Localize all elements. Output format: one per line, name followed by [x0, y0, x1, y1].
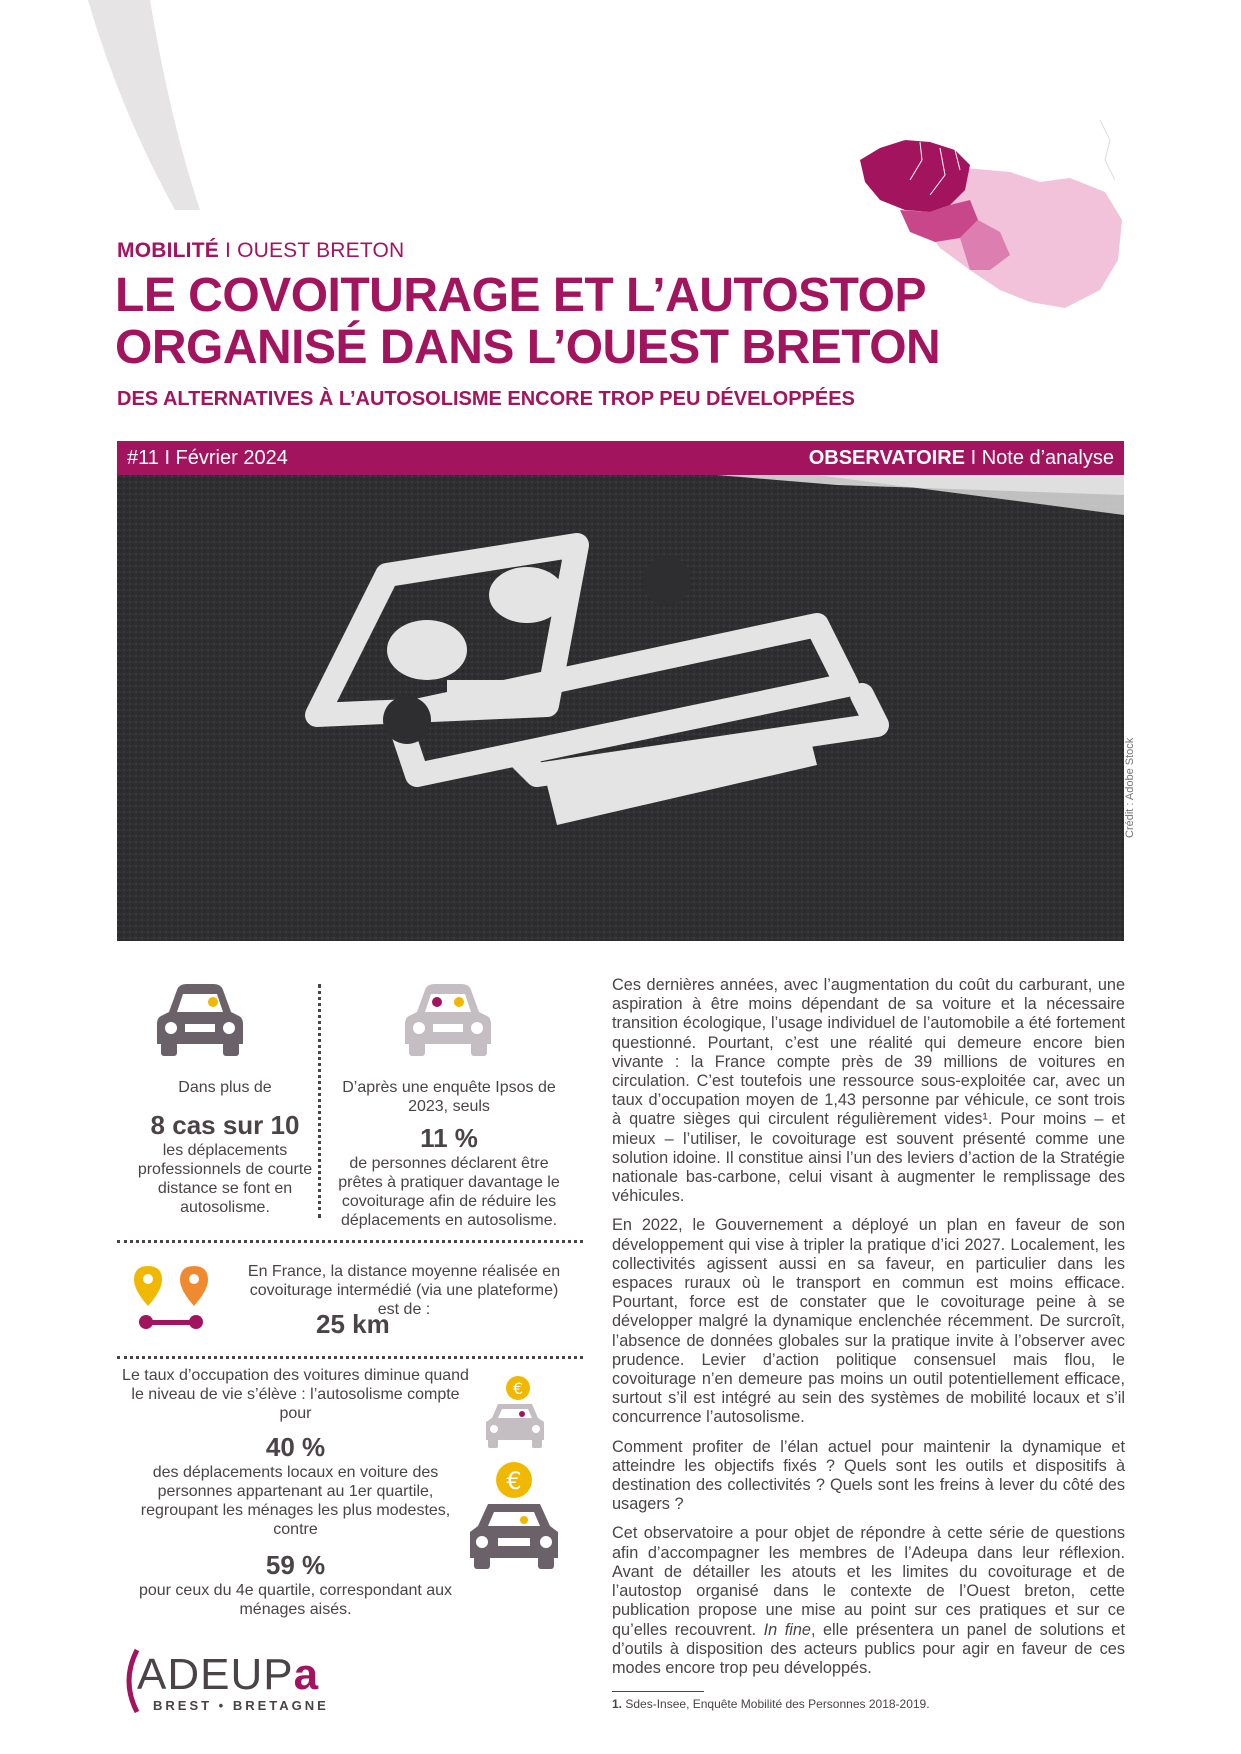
paragraph-4-end: , elle présentera un panel de solutions et d’outils à disposition des acteurs publics pour agir en faveur de ces modes encore trop peu développés.: [612, 1620, 1126, 1677]
logo-word: ADEUP: [137, 1650, 294, 1699]
kicker-region: OUEST BRETON: [237, 239, 405, 262]
stat-3-intro: En France, la distance moyenne réalisée en covoiturage intermédié (via une plateforme) est de :: [247, 1263, 561, 1318]
stat-occupancy-income: [117, 1366, 474, 1619]
logo-wordmark: [137, 1650, 319, 1700]
stat-3-value: 25 km: [316, 1309, 390, 1339]
publication-type-bold: OBSERVATOIRE: [808, 447, 966, 469]
article-body: [612, 976, 1125, 1688]
stat-distance: [245, 1262, 563, 1319]
logo-tagline: BREST • BRETAGNE: [153, 1698, 329, 1713]
footnote: [612, 1697, 930, 1711]
route-pin-icon: [132, 1264, 212, 1334]
svg-text:€: €: [506, 1467, 522, 1495]
footnote-number: 1.: [612, 1697, 623, 1711]
hero-photo-carpool-marking: [117, 475, 1124, 941]
section-kicker: [117, 239, 404, 263]
title-line-2: ORGANISÉ DANS L’OUEST BRETON: [115, 321, 941, 374]
stat-4-text-2: pour ceux du 4e quartile, correspondant aux ménages aisés.: [138, 1582, 453, 1618]
issue-band: [117, 441, 1124, 475]
paragraph-4: [612, 1524, 1125, 1678]
stat-4-value-2: 59 %: [265, 1550, 326, 1580]
kicker-separator: I: [224, 239, 232, 262]
issue-number-date: #11 I Février 2024: [127, 447, 288, 469]
paragraph-3: Comment profiter de l’élan actuel pour maintenir la dynamique et atteindre les objectifs fixés ? Quels sont les outils et dispositifs à destination des collectivités ? Quels sont les freins à lever du côté des usagers ?: [612, 1437, 1125, 1514]
footnote-divider: [612, 1691, 704, 1692]
stat-2-value: 11 %: [420, 1123, 478, 1153]
car-icon: [403, 982, 493, 1058]
corner-swoosh: [0, 0, 200, 210]
paragraph-4-italic: In fine: [763, 1620, 811, 1639]
stats-divider-vertical: [318, 984, 321, 1218]
publication-type: [809, 447, 1114, 470]
publication-type-rest: I Note d’analyse: [970, 447, 1114, 469]
stat-1-text: les déplacements professionnels de courte distance se font en autosolisme.: [137, 1142, 313, 1216]
title-line-1: LE COVOITURAGE ET L’AUTOSTOP: [115, 269, 926, 322]
logo-letter-a: a: [293, 1650, 320, 1699]
page-subtitle: DES ALTERNATIVES À L’AUTOSOLISME ENCORE TROP PEU DÉVELOPPÉES: [117, 388, 855, 410]
car-icon: [155, 982, 245, 1058]
paragraph-4-start: Cet observatoire a pour objet de répondre à cette série de questions afin d’accompagner les membres de l’Adeupa dans leur réflexion. Avant de détailler les atouts et les limites du covoiturage et de l’autostop organisé dans le contexte de l’Ouest breton, cette publication propose une mise au point sur ces pratiques et sur ce qu’elles recouvrent.: [612, 1524, 1125, 1639]
paragraph-2: En 2022, le Gouvernement a déployé un plan en faveur de son développement qui vise à tripler la pratique d’ici 2027. Localement, les collectivités agissent aussi en sa faveur, en particulier dans les espaces ruraux où le transport en commun est moins efficace. Pourtant, force est de constater que le covoiturage peine à se développer malgré la dynamique enclenchée récemment. De surcroît, l’absence de données globales sur la pratique invite à l’observer avec prudence. Levier d’action politique consensuel mais flou, le covoiturage n’en demeure pas moins un outil potentiellement efficace, surtout s’il est intégré au sein des systèmes de mobilité locaux et s’il concurrence l’autosolisme.: [612, 1216, 1125, 1427]
photo-credit: Crédit : Adobe Stock: [1124, 737, 1136, 838]
stat-2-text: de personnes déclarent être prêtes à pratiquer davantage le covoiturage afin de réduire les déplacements en autosolisme.: [338, 1155, 560, 1229]
page-title: [115, 270, 940, 374]
svg-text:€: €: [512, 1379, 524, 1398]
kicker-category: MOBILITÉ: [117, 239, 219, 262]
euro-car-small-icon: [482, 1374, 548, 1454]
stat-autosolisme-pro: [130, 1078, 320, 1217]
stats-divider-horizontal: [117, 1240, 583, 1243]
stats-divider-horizontal: [117, 1356, 583, 1359]
footnote-text: Sdes-Insee, Enquête Mobilité des Personnes 2018-2019.: [625, 1697, 930, 1711]
stat-ipsos-survey: [332, 1078, 566, 1230]
adeupa-logo: [117, 1648, 337, 1718]
stat-2-intro: D’après une enquête Ipsos de 2023, seuls: [342, 1079, 556, 1115]
euro-car-large-icon: [464, 1460, 564, 1570]
stat-4-value-1: 40 %: [265, 1432, 326, 1462]
stat-1-value: 8 cas sur 10: [150, 1110, 300, 1140]
paragraph-1: Ces dernières années, avec l’augmentation du coût du carburant, une aspiration à être moins dépendant de sa voiture et la nécessaire transition écologique, l’usage individuel de l’automobile a été fortement questionné. Pourtant, c’est une réalité qui demeure encore bien vivante : la France compte près de 39 millions de voitures en circulation. C’est toutefois une ressource sous-exploitée car, avec un taux d’occupation moyen de 1,43 personne par véhicule, ce sont trois à quatre sièges qui circulent régulièrement vides¹. Pour moins – et mieux – l’utiliser, le covoiturage est souvent présenté comme une solution idoine. Il constitue ainsi l’un des leviers d’action de la Stratégie nationale bas-carbone, celui visant à augmenter le remplissage des véhicules.: [612, 976, 1125, 1206]
stat-1-intro: Dans plus de: [178, 1079, 272, 1096]
stat-4-text-1: des déplacements locaux en voiture des personnes appartenant au 1er quartile, regroupant les ménages les plus modestes, contre: [140, 1464, 451, 1538]
stat-4-intro: Le taux d’occupation des voitures diminue quand le niveau de vie s’élève : l’autosolisme compte pour: [122, 1367, 469, 1422]
